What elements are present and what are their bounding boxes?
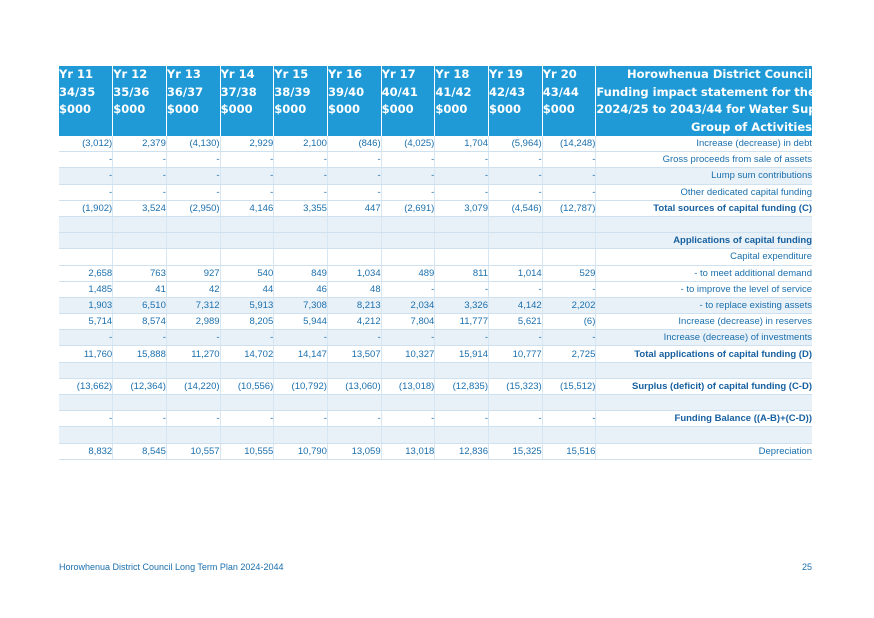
column-header-yr: Yr 19: [489, 67, 524, 81]
value-cell: 763: [113, 265, 167, 281]
value-cell: -: [542, 184, 596, 200]
value-cell: 447: [327, 200, 381, 216]
value-cell: (13,662): [59, 378, 113, 394]
value-cell: 2,658: [59, 265, 113, 281]
column-header-unit: $000: [381, 102, 414, 116]
value-cell: (12,787): [542, 200, 596, 216]
value-cell: [489, 249, 543, 265]
value-cell: -: [166, 330, 220, 346]
value-cell: (15,323): [489, 378, 543, 394]
value-cell: 8,545: [113, 443, 167, 459]
value-cell: [435, 395, 489, 411]
row-label: Depreciation: [596, 443, 812, 459]
column-header: [435, 66, 489, 136]
footer-document-title: Horowhenua District Council Long Term Plan 2024-2044: [59, 562, 284, 572]
value-cell: 15,914: [435, 346, 489, 362]
value-cell: 529: [542, 265, 596, 281]
value-cell: [166, 216, 220, 232]
row-label: Total sources of capital funding (C): [596, 200, 812, 216]
value-cell: 2,379: [113, 136, 167, 152]
column-header-yr: Yr 18: [435, 67, 470, 81]
value-cell: (4,546): [489, 200, 543, 216]
column-header: [59, 66, 113, 136]
value-cell: -: [166, 184, 220, 200]
column-header-period: 38/39: [274, 84, 311, 99]
column-header-unit: $000: [113, 102, 146, 116]
value-cell: (1,902): [59, 200, 113, 216]
value-cell: [274, 233, 328, 249]
value-cell: 7,804: [381, 314, 435, 330]
column-header-period: 42/43: [489, 84, 526, 99]
value-cell: -: [435, 184, 489, 200]
value-cell: [113, 216, 167, 232]
spacer-row: [59, 362, 812, 378]
spacer-row: [59, 427, 812, 443]
column-header-yr: Yr 15: [274, 67, 309, 81]
column-header-period: 35/36: [113, 84, 150, 99]
value-cell: [274, 216, 328, 232]
value-cell: (6): [542, 314, 596, 330]
value-cell: 11,270: [166, 346, 220, 362]
value-cell: -: [542, 152, 596, 168]
value-cell: -: [327, 330, 381, 346]
value-cell: -: [113, 184, 167, 200]
value-cell: (13,018): [381, 378, 435, 394]
value-cell: -: [166, 411, 220, 427]
value-cell: 14,147: [274, 346, 328, 362]
value-cell: [59, 216, 113, 232]
value-cell: [59, 427, 113, 443]
value-cell: [381, 216, 435, 232]
value-cell: 10,555: [220, 443, 274, 459]
value-cell: -: [489, 168, 543, 184]
value-cell: 15,516: [542, 443, 596, 459]
value-cell: [489, 395, 543, 411]
value-cell: 4,212: [327, 314, 381, 330]
row-label: Funding Balance ((A-B)+(C-D)): [596, 411, 812, 427]
value-cell: (846): [327, 136, 381, 152]
value-cell: [542, 427, 596, 443]
table-body: [59, 136, 812, 459]
value-cell: [220, 362, 274, 378]
value-cell: -: [489, 281, 543, 297]
table-row: [59, 265, 812, 281]
row-label: - to meet additional demand: [596, 265, 812, 281]
table-row: [59, 200, 812, 216]
value-cell: -: [220, 168, 274, 184]
value-cell: -: [381, 184, 435, 200]
value-cell: 42: [166, 281, 220, 297]
column-header-yr: Yr 12: [113, 67, 148, 81]
value-cell: 5,913: [220, 297, 274, 313]
column-header-unit: $000: [542, 102, 575, 116]
table-row: [59, 233, 812, 249]
column-header-period: 36/37: [166, 84, 204, 99]
value-cell: -: [542, 281, 596, 297]
value-cell: [220, 427, 274, 443]
value-cell: -: [435, 281, 489, 297]
value-cell: -: [59, 411, 113, 427]
value-cell: 6,510: [113, 297, 167, 313]
row-label: [596, 362, 812, 378]
value-cell: [274, 362, 328, 378]
value-cell: -: [166, 168, 220, 184]
value-cell: -: [113, 330, 167, 346]
row-label: Capital expenditure: [596, 249, 812, 265]
column-header-unit: $000: [489, 102, 522, 116]
value-cell: 7,308: [274, 297, 328, 313]
value-cell: -: [435, 411, 489, 427]
value-cell: 2,034: [381, 297, 435, 313]
value-cell: 811: [435, 265, 489, 281]
value-cell: [327, 216, 381, 232]
value-cell: [435, 249, 489, 265]
value-cell: (15,512): [542, 378, 596, 394]
row-label: Increase (decrease) of investments: [596, 330, 812, 346]
column-header: [327, 66, 381, 136]
value-cell: 46: [274, 281, 328, 297]
value-cell: 2,929: [220, 136, 274, 152]
column-header-unit: $000: [435, 102, 468, 116]
value-cell: 849: [274, 265, 328, 281]
value-cell: [166, 233, 220, 249]
table-row: [59, 281, 812, 297]
value-cell: -: [113, 152, 167, 168]
spacer-row: [59, 395, 812, 411]
value-cell: -: [327, 184, 381, 200]
statement-title-line: 2024/25 to 2043/44 for Water Supply: [596, 102, 837, 116]
value-cell: -: [220, 411, 274, 427]
table-row: [59, 443, 812, 459]
row-label: Surplus (deficit) of capital funding (C-D): [596, 378, 812, 394]
value-cell: 4,142: [489, 297, 543, 313]
value-cell: [327, 233, 381, 249]
row-label: Increase (decrease) in reserves: [596, 314, 812, 330]
value-cell: 5,944: [274, 314, 328, 330]
value-cell: [274, 395, 328, 411]
funding-impact-table: [59, 66, 856, 460]
value-cell: (4,130): [166, 136, 220, 152]
value-cell: [113, 362, 167, 378]
value-cell: [381, 395, 435, 411]
value-cell: [542, 249, 596, 265]
value-cell: [166, 427, 220, 443]
value-cell: [327, 362, 381, 378]
column-header-yr: Yr 16: [327, 67, 362, 81]
column-header: [113, 66, 167, 136]
column-header-unit: $000: [327, 102, 360, 116]
value-cell: 4,146: [220, 200, 274, 216]
value-cell: [166, 395, 220, 411]
value-cell: 15,888: [113, 346, 167, 362]
value-cell: (4,025): [381, 136, 435, 152]
value-cell: [489, 233, 543, 249]
value-cell: (2,950): [166, 200, 220, 216]
column-header-unit: $000: [220, 102, 253, 116]
value-cell: -: [274, 168, 328, 184]
value-cell: -: [381, 281, 435, 297]
table-row: [59, 249, 812, 265]
value-cell: (12,364): [113, 378, 167, 394]
value-cell: -: [220, 152, 274, 168]
value-cell: [59, 233, 113, 249]
value-cell: -: [435, 330, 489, 346]
value-cell: [542, 395, 596, 411]
value-cell: [327, 249, 381, 265]
statement-title: [596, 66, 856, 136]
value-cell: [435, 233, 489, 249]
value-cell: [435, 362, 489, 378]
table-row: [59, 168, 812, 184]
column-header: [381, 66, 435, 136]
value-cell: -: [274, 411, 328, 427]
value-cell: (10,792): [274, 378, 328, 394]
spacer-row: [59, 216, 812, 232]
value-cell: 540: [220, 265, 274, 281]
value-cell: (3,012): [59, 136, 113, 152]
value-cell: [166, 362, 220, 378]
value-cell: 14,702: [220, 346, 274, 362]
value-cell: [220, 216, 274, 232]
table-row: [59, 297, 812, 313]
value-cell: [489, 427, 543, 443]
column-header-unit: $000: [166, 102, 199, 116]
value-cell: 1,034: [327, 265, 381, 281]
value-cell: [59, 249, 113, 265]
column-header-period: 43/44: [542, 84, 579, 99]
value-cell: -: [489, 152, 543, 168]
value-cell: 8,574: [113, 314, 167, 330]
header-row: [59, 66, 812, 136]
column-header-period: 39/40: [327, 84, 365, 99]
value-cell: 3,326: [435, 297, 489, 313]
value-cell: -: [489, 411, 543, 427]
value-cell: 10,790: [274, 443, 328, 459]
value-cell: [435, 427, 489, 443]
value-cell: [274, 249, 328, 265]
value-cell: -: [381, 411, 435, 427]
value-cell: -: [59, 184, 113, 200]
value-cell: [381, 362, 435, 378]
row-label: Lump sum contributions: [596, 168, 812, 184]
column-header-yr: Yr 20: [542, 67, 577, 81]
value-cell: [542, 233, 596, 249]
value-cell: [489, 362, 543, 378]
value-cell: [220, 233, 274, 249]
row-label: [596, 216, 812, 232]
table-row: [59, 411, 812, 427]
value-cell: 10,327: [381, 346, 435, 362]
column-header-unit: $000: [59, 102, 92, 116]
value-cell: [381, 249, 435, 265]
value-cell: [381, 233, 435, 249]
value-cell: -: [435, 152, 489, 168]
value-cell: -: [274, 330, 328, 346]
value-cell: 13,018: [381, 443, 435, 459]
value-cell: [59, 395, 113, 411]
value-cell: -: [59, 168, 113, 184]
value-cell: 2,100: [274, 136, 328, 152]
value-cell: -: [220, 330, 274, 346]
value-cell: -: [489, 184, 543, 200]
value-cell: 2,725: [542, 346, 596, 362]
value-cell: 13,507: [327, 346, 381, 362]
value-cell: 15,325: [489, 443, 543, 459]
row-label: Total applications of capital funding (D): [596, 346, 812, 362]
table-row: [59, 346, 812, 362]
column-header-yr: Yr 13: [166, 67, 201, 81]
value-cell: 10,777: [489, 346, 543, 362]
value-cell: 10,557: [166, 443, 220, 459]
row-label: Other dedicated capital funding: [596, 184, 812, 200]
value-cell: -: [327, 152, 381, 168]
statement-title-line: Funding impact statement for the years: [596, 84, 856, 99]
column-header: [220, 66, 274, 136]
table-row: [59, 330, 812, 346]
value-cell: (2,691): [381, 200, 435, 216]
value-cell: 7,312: [166, 297, 220, 313]
value-cell: 3,355: [274, 200, 328, 216]
column-header-unit: $000: [274, 102, 307, 116]
value-cell: [113, 233, 167, 249]
value-cell: -: [220, 184, 274, 200]
value-cell: -: [274, 152, 328, 168]
column-header-period: 34/35: [59, 84, 96, 99]
value-cell: 1,704: [435, 136, 489, 152]
value-cell: [220, 395, 274, 411]
column-header: [274, 66, 328, 136]
value-cell: [113, 395, 167, 411]
value-cell: -: [542, 411, 596, 427]
table-row: [59, 314, 812, 330]
value-cell: [542, 216, 596, 232]
value-cell: -: [274, 184, 328, 200]
value-cell: 1,485: [59, 281, 113, 297]
column-header-period: 40/41: [381, 84, 418, 99]
value-cell: -: [381, 330, 435, 346]
column-header-yr: Yr 17: [381, 67, 416, 81]
column-header-period: 41/42: [435, 84, 472, 99]
value-cell: 1,014: [489, 265, 543, 281]
value-cell: -: [113, 411, 167, 427]
value-cell: (10,556): [220, 378, 274, 394]
table-row: [59, 378, 812, 394]
value-cell: -: [327, 168, 381, 184]
row-label: [596, 395, 812, 411]
value-cell: [327, 395, 381, 411]
value-cell: 3,079: [435, 200, 489, 216]
value-cell: [327, 427, 381, 443]
value-cell: -: [435, 168, 489, 184]
value-cell: 2,989: [166, 314, 220, 330]
value-cell: 44: [220, 281, 274, 297]
value-cell: (14,220): [166, 378, 220, 394]
value-cell: -: [113, 168, 167, 184]
column-header-period: 37/38: [220, 84, 257, 99]
value-cell: 5,714: [59, 314, 113, 330]
value-cell: 927: [166, 265, 220, 281]
row-label: Applications of capital funding: [596, 233, 812, 249]
value-cell: -: [542, 168, 596, 184]
statement-title-line: Horowhenua District Council: [626, 67, 812, 81]
value-cell: -: [381, 168, 435, 184]
value-cell: [113, 249, 167, 265]
statement-title-line: Group of Activities: [690, 119, 812, 134]
value-cell: [220, 249, 274, 265]
value-cell: 1,903: [59, 297, 113, 313]
row-label: [596, 427, 812, 443]
value-cell: -: [166, 152, 220, 168]
value-cell: (5,964): [489, 136, 543, 152]
column-header-yr: Yr 14: [220, 67, 255, 81]
value-cell: [489, 216, 543, 232]
value-cell: -: [542, 330, 596, 346]
value-cell: 3,524: [113, 200, 167, 216]
value-cell: 8,213: [327, 297, 381, 313]
value-cell: (14,248): [542, 136, 596, 152]
page-number: 25: [801, 562, 812, 572]
value-cell: -: [59, 152, 113, 168]
row-label: Gross proceeds from sale of assets: [596, 152, 812, 168]
row-label: - to improve the level of service: [596, 281, 812, 297]
value-cell: 41: [113, 281, 167, 297]
value-cell: [113, 427, 167, 443]
value-cell: 48: [327, 281, 381, 297]
column-header-yr: Yr 11: [59, 67, 94, 81]
value-cell: 11,777: [435, 314, 489, 330]
value-cell: 5,621: [489, 314, 543, 330]
value-cell: -: [59, 330, 113, 346]
column-header: [542, 66, 596, 136]
table-row: [59, 152, 812, 168]
value-cell: (12,835): [435, 378, 489, 394]
table-row: [59, 136, 812, 152]
value-cell: [381, 427, 435, 443]
value-cell: 8,832: [59, 443, 113, 459]
value-cell: 11,760: [59, 346, 113, 362]
value-cell: -: [327, 411, 381, 427]
value-cell: 8,205: [220, 314, 274, 330]
value-cell: [59, 362, 113, 378]
value-cell: 2,202: [542, 297, 596, 313]
value-cell: -: [381, 152, 435, 168]
column-header: [489, 66, 543, 136]
value-cell: 12,836: [435, 443, 489, 459]
column-header: [166, 66, 220, 136]
value-cell: -: [489, 330, 543, 346]
value-cell: [542, 362, 596, 378]
value-cell: [166, 249, 220, 265]
value-cell: [435, 216, 489, 232]
value-cell: 489: [381, 265, 435, 281]
row-label: - to replace existing assets: [596, 297, 812, 313]
value-cell: 13,059: [327, 443, 381, 459]
value-cell: (13,060): [327, 378, 381, 394]
value-cell: [274, 427, 328, 443]
table-row: [59, 184, 812, 200]
row-label: Increase (decrease) in debt: [596, 136, 812, 152]
